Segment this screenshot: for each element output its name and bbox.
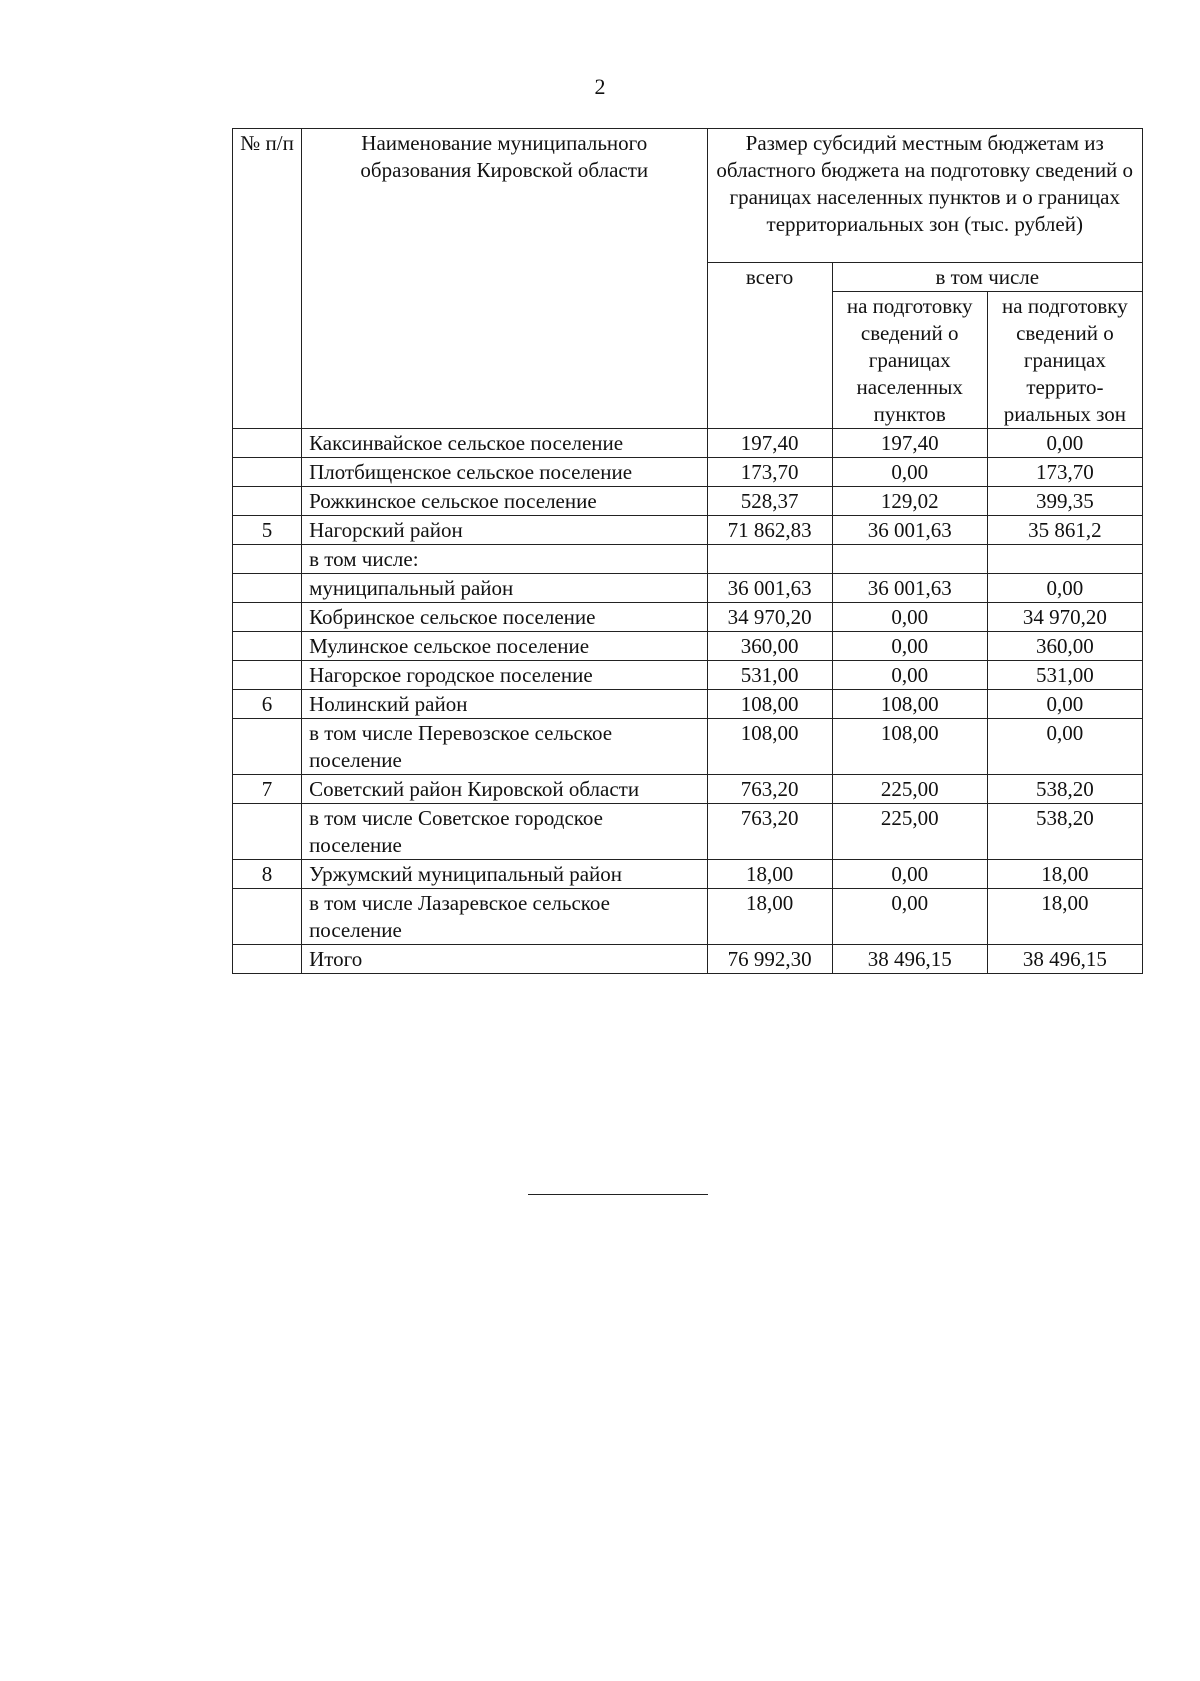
header-name: Наименование муниципального образования Кировской области bbox=[302, 129, 707, 429]
cell-num bbox=[233, 603, 302, 632]
cell-zones: 538,20 bbox=[987, 775, 1142, 804]
cell-total: 108,00 bbox=[707, 719, 832, 775]
table-row bbox=[233, 690, 1143, 719]
cell-zones: 35 861,2 bbox=[987, 516, 1142, 545]
cell-zones: 531,00 bbox=[987, 661, 1142, 690]
cell-settlements: 0,00 bbox=[832, 632, 987, 661]
cell-num bbox=[233, 889, 302, 945]
cell-name: в том числе: bbox=[302, 545, 707, 574]
cell-zones: 360,00 bbox=[987, 632, 1142, 661]
cell-settlements: 0,00 bbox=[832, 889, 987, 945]
table-row bbox=[233, 719, 1143, 775]
cell-name: Нагорское городское поселение bbox=[302, 661, 707, 690]
header-settlements: на подготовку сведений о границах населенных пунктов bbox=[832, 292, 987, 429]
cell-zones: 38 496,15 bbox=[987, 945, 1142, 974]
cell-name: Нагорский район bbox=[302, 516, 707, 545]
cell-zones: 18,00 bbox=[987, 860, 1142, 889]
cell-num: 8 bbox=[233, 860, 302, 889]
header-num: № п/п bbox=[233, 129, 302, 429]
cell-zones: 399,35 bbox=[987, 487, 1142, 516]
table-row bbox=[233, 458, 1143, 487]
table-row bbox=[233, 661, 1143, 690]
cell-settlements: 0,00 bbox=[832, 860, 987, 889]
cell-settlements: 225,00 bbox=[832, 775, 987, 804]
cell-total: 36 001,63 bbox=[707, 574, 832, 603]
cell-name: Кобринское сельское поселение bbox=[302, 603, 707, 632]
header-amount: Размер субсидий местным бюджетам из областного бюджета на подготовку сведений о границах населенных пунктов и о границах территориальных зон (тыс. рублей) bbox=[707, 129, 1143, 263]
cell-settlements: 0,00 bbox=[832, 458, 987, 487]
cell-total: 531,00 bbox=[707, 661, 832, 690]
cell-total: 197,40 bbox=[707, 429, 832, 458]
cell-total bbox=[707, 545, 832, 574]
cell-name: муниципальный район bbox=[302, 574, 707, 603]
cell-num bbox=[233, 719, 302, 775]
cell-name: Итого bbox=[302, 945, 707, 974]
cell-total: 34 970,20 bbox=[707, 603, 832, 632]
header-total: всего bbox=[707, 263, 832, 429]
cell-name: в том числе Советское городское поселение bbox=[302, 804, 707, 860]
cell-settlements: 197,40 bbox=[832, 429, 987, 458]
cell-num bbox=[233, 545, 302, 574]
table-row bbox=[233, 889, 1143, 945]
cell-num: 5 bbox=[233, 516, 302, 545]
cell-settlements: 36 001,63 bbox=[832, 574, 987, 603]
table-row bbox=[233, 945, 1143, 974]
cell-total: 76 992,30 bbox=[707, 945, 832, 974]
cell-num bbox=[233, 804, 302, 860]
cell-zones: 0,00 bbox=[987, 429, 1142, 458]
cell-total: 763,20 bbox=[707, 804, 832, 860]
cell-num bbox=[233, 574, 302, 603]
cell-num: 7 bbox=[233, 775, 302, 804]
cell-settlements: 108,00 bbox=[832, 690, 987, 719]
table-row bbox=[233, 804, 1143, 860]
cell-zones: 0,00 bbox=[987, 719, 1142, 775]
table-row bbox=[233, 429, 1143, 458]
table-body bbox=[233, 429, 1143, 974]
cell-zones: 18,00 bbox=[987, 889, 1142, 945]
cell-num bbox=[233, 458, 302, 487]
header-zones: на подготовку сведений о границах террито-риальных зон bbox=[987, 292, 1142, 429]
table-row bbox=[233, 545, 1143, 574]
table-row bbox=[233, 516, 1143, 545]
cell-zones: 34 970,20 bbox=[987, 603, 1142, 632]
table-row bbox=[233, 632, 1143, 661]
cell-settlements: 36 001,63 bbox=[832, 516, 987, 545]
cell-zones: 0,00 bbox=[987, 690, 1142, 719]
cell-zones: 538,20 bbox=[987, 804, 1142, 860]
cell-zones: 173,70 bbox=[987, 458, 1142, 487]
cell-num bbox=[233, 661, 302, 690]
cell-zones bbox=[987, 545, 1142, 574]
end-divider bbox=[528, 1194, 708, 1195]
cell-settlements: 129,02 bbox=[832, 487, 987, 516]
cell-name: в том числе Перевозское сельское поселение bbox=[302, 719, 707, 775]
cell-name: Нолинский район bbox=[302, 690, 707, 719]
header-including: в том числе bbox=[832, 263, 1142, 292]
cell-total: 108,00 bbox=[707, 690, 832, 719]
cell-total: 18,00 bbox=[707, 860, 832, 889]
table-row bbox=[233, 603, 1143, 632]
cell-total: 763,20 bbox=[707, 775, 832, 804]
cell-name: в том числе Лазаревское сельское поселение bbox=[302, 889, 707, 945]
cell-name: Каксинвайское сельское поселение bbox=[302, 429, 707, 458]
table-row bbox=[233, 487, 1143, 516]
cell-num bbox=[233, 945, 302, 974]
cell-total: 71 862,83 bbox=[707, 516, 832, 545]
page-number: 2 bbox=[594, 74, 606, 99]
cell-zones: 0,00 bbox=[987, 574, 1142, 603]
cell-total: 18,00 bbox=[707, 889, 832, 945]
cell-settlements: 225,00 bbox=[832, 804, 987, 860]
cell-name: Рожкинское сельское поселение bbox=[302, 487, 707, 516]
cell-num bbox=[233, 487, 302, 516]
cell-settlements: 108,00 bbox=[832, 719, 987, 775]
cell-total: 528,37 bbox=[707, 487, 832, 516]
cell-settlements bbox=[832, 545, 987, 574]
cell-total: 360,00 bbox=[707, 632, 832, 661]
cell-settlements: 0,00 bbox=[832, 661, 987, 690]
table-row bbox=[233, 860, 1143, 889]
cell-num: 6 bbox=[233, 690, 302, 719]
subsidy-table bbox=[232, 128, 1143, 974]
cell-name: Советский район Кировской области bbox=[302, 775, 707, 804]
cell-name: Плотбищенское сельское поселение bbox=[302, 458, 707, 487]
cell-settlements: 38 496,15 bbox=[832, 945, 987, 974]
cell-name: Мулинское сельское поселение bbox=[302, 632, 707, 661]
table-row bbox=[233, 574, 1143, 603]
table-row bbox=[233, 775, 1143, 804]
cell-settlements: 0,00 bbox=[832, 603, 987, 632]
cell-num bbox=[233, 429, 302, 458]
cell-total: 173,70 bbox=[707, 458, 832, 487]
table-header bbox=[233, 129, 1143, 429]
cell-name: Уржумский муниципальный район bbox=[302, 860, 707, 889]
cell-num bbox=[233, 632, 302, 661]
